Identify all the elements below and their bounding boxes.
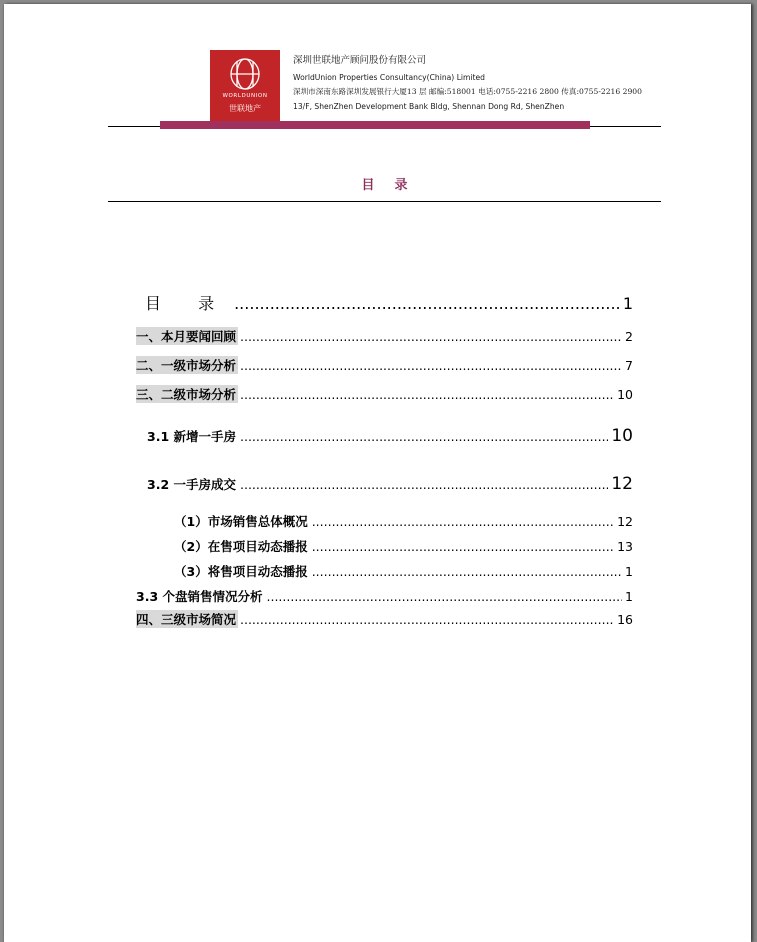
toc-leader	[240, 387, 614, 402]
toc-leader	[240, 429, 608, 444]
toc-leader	[240, 329, 622, 344]
document-page	[4, 4, 751, 942]
logo-chinese-name: 世联地产	[229, 104, 261, 113]
toc-leader	[267, 589, 623, 604]
toc-page-number: 1	[622, 294, 633, 313]
toc-title-label: 目 录	[145, 294, 231, 313]
toc-leader	[240, 358, 622, 373]
toc-leader	[312, 539, 614, 554]
company-info	[293, 56, 642, 110]
toc-entry-transactions[interactable]	[147, 474, 633, 494]
toc-entry-label: （2）在售项目动态播报	[174, 539, 308, 554]
toc-page-number: 7	[625, 358, 633, 373]
toc-entry-label: 四、三级市场简况	[136, 612, 237, 627]
toc-entry-upcoming-projects[interactable]	[174, 562, 633, 580]
toc-page-number: 12	[617, 514, 633, 529]
toc-leader	[312, 564, 622, 579]
toc-page-number: 13	[617, 539, 633, 554]
toc-entry-label: 3.3 个盘销售情况分析	[136, 589, 263, 604]
toc-entry-label: 一、本月要闻回顾	[136, 329, 237, 344]
toc-leader	[234, 294, 620, 313]
header-accent-bar	[160, 121, 590, 129]
toc-entry-label: 3.1 新增一手房	[147, 429, 236, 444]
company-address-en: 13/F, ShenZhen Development Bank Bldg, Shennan Dong Rd, ShenZhen	[293, 101, 565, 111]
company-name-en: WorldUnion Properties Consultancy(China) Limited	[293, 72, 486, 82]
toc-leader	[240, 612, 614, 627]
toc-entry-label: 二、一级市场分析	[136, 358, 237, 373]
worldunion-emblem-icon	[228, 57, 262, 91]
logo-english-name: WORLDUNION	[222, 93, 268, 99]
toc-title[interactable]	[145, 291, 633, 314]
heading-rule	[108, 201, 661, 202]
toc-page-number: 12	[611, 474, 633, 494]
toc-entry-label: 3.2 一手房成交	[147, 477, 236, 492]
toc-page-number: 1	[625, 564, 633, 579]
toc-entry-label: （1）市场销售总体概况	[174, 514, 308, 529]
toc-entry-news-review[interactable]	[136, 327, 633, 345]
toc-entry-secondary-market[interactable]	[136, 385, 633, 403]
toc-entry-label: 三、二级市场分析	[136, 387, 237, 402]
toc-page-number: 10	[617, 387, 633, 402]
toc-entry-label: （3）将售项目动态播报	[174, 564, 308, 579]
company-name-cn: 深圳世联地产顾问股份有限公司	[293, 55, 427, 66]
toc-page-number: 10	[611, 426, 633, 446]
toc-page-number: 16	[617, 612, 633, 627]
toc-entry-tertiary-market[interactable]	[136, 610, 633, 628]
company-address-cn: 深圳市深南东路深圳发展银行大厦13 层 邮编:518001 电话:0755-2216 2800 传真:0755-2216 2900	[293, 87, 642, 97]
worldunion-logo	[210, 50, 280, 122]
toc-entry-on-sale-projects[interactable]	[174, 537, 633, 555]
toc-page-number: 2	[625, 329, 633, 344]
toc-entry-sales-overview[interactable]	[174, 512, 633, 530]
toc-entry-primary-market[interactable]	[136, 356, 633, 374]
toc-entry-new-supply[interactable]	[147, 426, 633, 446]
toc-leader	[240, 477, 608, 492]
toc-entry-project-sales[interactable]	[136, 587, 633, 605]
toc-leader	[312, 514, 614, 529]
page-heading: 目录	[361, 178, 428, 193]
toc-page-number: 1	[625, 589, 633, 604]
